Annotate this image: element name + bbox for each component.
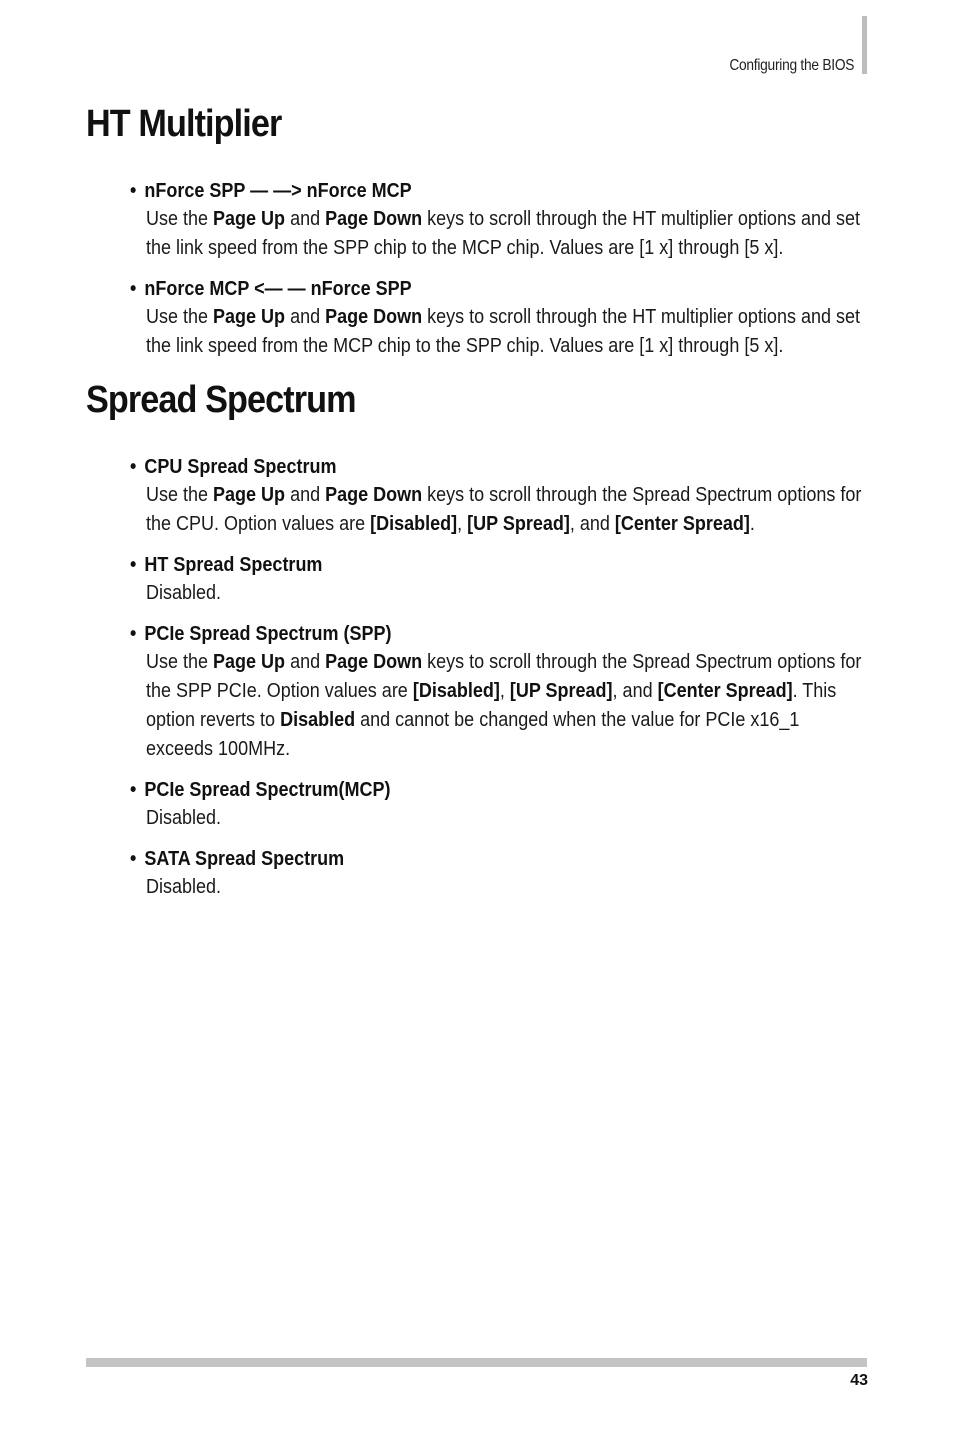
text-run: and cannot be changed when the value for PCIe x16_1 exceeds 100MHz. <box>146 709 800 760</box>
item-title: PCIe Spread Spectrum(MCP) <box>144 779 391 801</box>
item-title: HT Spread Spectrum <box>144 554 323 576</box>
text-run: Disabled. <box>146 876 222 898</box>
text-run: and <box>285 484 326 506</box>
bold-text-run: Disabled <box>280 709 356 731</box>
item-title: PCIe Spread Spectrum (SPP) <box>144 623 392 645</box>
text-run: Disabled. <box>146 807 222 829</box>
text-run: and <box>285 651 326 673</box>
bold-text-run: [Disabled] <box>370 513 458 535</box>
text-run: and <box>285 306 326 328</box>
text-run: keys to scroll through the Spread Spectrum options for the SPP PCIe. Option values are <box>146 651 862 702</box>
bold-text-run: [UP Spread] <box>467 513 570 535</box>
item-description <box>146 303 866 361</box>
bold-text-run: Page Up <box>213 306 286 328</box>
bullet: • <box>130 180 137 202</box>
bullet: • <box>130 848 137 870</box>
list-item <box>130 776 870 833</box>
list-item <box>130 177 870 263</box>
text-run: Use the <box>146 651 214 673</box>
bold-text-run: Page Up <box>213 208 286 230</box>
text-run: Use the <box>146 306 214 328</box>
item-description <box>146 205 866 263</box>
text-run: , and <box>569 513 615 535</box>
text-run: . <box>749 513 755 535</box>
section-title-spread-spectrum: Spread Spectrum <box>86 379 356 421</box>
text-run: keys to scroll through the HT multiplier options and set the link speed from the MCP chip to the SPP chip. Values are [1 x] through [5 x]. <box>146 306 861 357</box>
bold-text-run: Page Down <box>325 651 423 673</box>
text-run: Disabled. <box>146 582 222 604</box>
item-description <box>146 648 866 764</box>
item-description <box>146 804 866 833</box>
bold-text-run: [Center Spread] <box>614 513 750 535</box>
bold-text-run: Page Down <box>325 208 423 230</box>
list-item <box>130 845 870 902</box>
text-run: , and <box>612 680 658 702</box>
item-title: SATA Spread Spectrum <box>144 848 345 870</box>
page-number: 43 <box>850 1372 868 1389</box>
text-run: keys to scroll through the HT multiplier options and set the link speed from the SPP chip to the MCP chip. Values are [1 x] through [5 x]. <box>146 208 861 259</box>
bold-text-run: Page Down <box>325 306 423 328</box>
header-rule <box>862 16 867 74</box>
bold-text-run: Page Up <box>213 651 286 673</box>
bullet: • <box>130 779 137 801</box>
text-run: keys to scroll through the Spread Spectrum options for the CPU. Option values are <box>146 484 862 535</box>
text-run: . This option reverts to <box>146 680 837 731</box>
text-run: and <box>285 208 326 230</box>
bold-text-run: Page Down <box>325 484 423 506</box>
list-item <box>130 453 870 539</box>
list-item <box>130 620 870 764</box>
footer-rule <box>86 1358 867 1367</box>
item-title: nForce SPP — —> nForce MCP <box>144 180 412 202</box>
bullet: • <box>130 456 137 478</box>
bold-text-run: [Center Spread] <box>657 680 793 702</box>
item-description <box>146 481 866 539</box>
text-run: , <box>457 513 468 535</box>
list-item <box>130 551 870 608</box>
bullet: • <box>130 554 137 576</box>
section-title-ht-multiplier: HT Multiplier <box>86 103 282 145</box>
bold-text-run: Page Up <box>213 484 286 506</box>
bullet: • <box>130 623 137 645</box>
item-title: CPU Spread Spectrum <box>144 456 337 478</box>
bold-text-run: [Disabled] <box>412 680 500 702</box>
text-run: , <box>499 680 510 702</box>
item-description <box>146 873 866 902</box>
item-description <box>146 579 866 608</box>
list-item <box>130 275 870 361</box>
item-title: nForce MCP <— — nForce SPP <box>144 278 412 300</box>
bullet: • <box>130 278 137 300</box>
text-run: Use the <box>146 484 214 506</box>
text-run: Use the <box>146 208 214 230</box>
bold-text-run: [UP Spread] <box>509 680 613 702</box>
running-header-title: Configuring the BIOS <box>729 57 854 74</box>
